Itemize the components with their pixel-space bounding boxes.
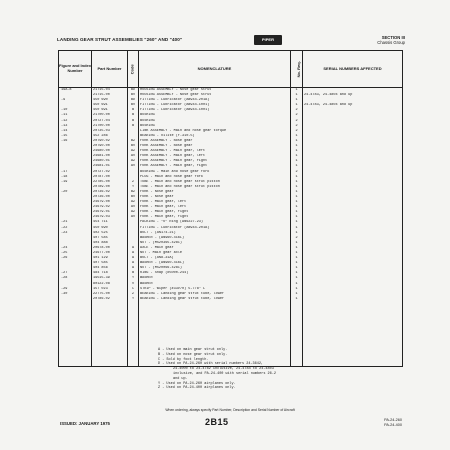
nomenclature-cell: WASHER: [139, 282, 291, 287]
part-number-cell: 20790-02: [92, 139, 128, 144]
part-number-cell: 24679-02: [92, 205, 128, 210]
qty-cell: 1: [291, 276, 303, 281]
manufacturer-logo: PIPER: [254, 35, 282, 45]
qty-cell: 2: [291, 236, 303, 241]
code-cell: AV: [128, 215, 139, 220]
model-number: PA-24-260: [384, 418, 402, 422]
part-number-cell: 20678-00: [92, 246, 128, 251]
code-cell: AV: [128, 205, 139, 210]
qty-cell: 1: [291, 226, 303, 231]
nomenclature-cell: FITTING - Lubricator (AN944-201A): [139, 98, 291, 103]
nomenclature-cell: FORK ASSEMBLY - Nose gear: [139, 139, 291, 144]
part-number-cell: 24681-01: [92, 164, 128, 169]
note-line: C - Sold by foot length.: [158, 357, 209, 362]
nomenclature-cell: NUT - (MS20066-428C): [139, 266, 291, 271]
note-line: A - Used on main gear strut only.: [158, 348, 228, 352]
model-numbers: [350, 418, 402, 428]
code-cell: Y: [128, 185, 139, 190]
qty-cell: 1: [291, 292, 303, 297]
fig-cell: -23: [59, 231, 92, 236]
note-line: Z - Used on PA-24-400 airplanes only.: [158, 386, 236, 391]
part-number-cell: 450 690: [92, 98, 128, 103]
nomenclature-cell: WASHER - (AN960-416L): [139, 236, 291, 241]
table-header-row: [59, 51, 403, 88]
col-header-figure: Figure and Index Number: [59, 51, 92, 88]
qty-cell: 2: [291, 108, 303, 113]
fig-cell: -10: [59, 108, 92, 113]
qty-cell: 1: [291, 297, 303, 302]
code-cell: A: [128, 251, 139, 256]
serial-cell: 24-4783, 24-4804 and up: [303, 93, 403, 98]
part-number-cell: 404 856: [92, 266, 128, 271]
nomenclature-cell: FITTING - Lubricator (AN944-1001): [139, 108, 291, 113]
part-number-cell: 157 023: [92, 287, 128, 292]
code-cell: BD: [128, 98, 139, 103]
nomenclature-cell: TUBE - Main and nose gear strut piston: [139, 185, 291, 190]
code-notes: [158, 348, 358, 391]
fig-cell: -26: [59, 256, 92, 261]
nomenclature-cell: FORK ASSEMBLY - Main gear, right: [139, 164, 291, 169]
qty-cell: 1: [291, 180, 303, 185]
part-number-cell: 401 129: [92, 256, 128, 261]
code-cell: BV: [128, 93, 139, 98]
part-number-cell: 407 585: [92, 261, 128, 266]
part-number-cell: 20736-02: [92, 190, 128, 195]
qty-cell: 1: [291, 164, 303, 169]
nomenclature-cell: BEARING - Oilite (F-310-5): [139, 134, 291, 139]
qty-cell: 1: [291, 271, 303, 276]
qty-cell: 1: [291, 287, 303, 292]
empty-cell: [92, 302, 128, 367]
nomenclature-cell: HOUSING ASSEMBLY - Nose gear strut: [139, 93, 291, 98]
ordering-note: When ordering, always specify Part Number, Description and Serial Number of Aircraft: [165, 408, 295, 412]
qty-cell: 1: [291, 185, 303, 190]
part-number-cell: 24680-01: [92, 159, 128, 164]
note-line: Y - Used on PA-24-260 airplanes only.: [158, 381, 236, 386]
fig-cell: -24: [59, 246, 92, 251]
qty-cell: 2: [291, 124, 303, 129]
code-cell: Y: [128, 276, 139, 281]
code-cell: V: [128, 282, 139, 287]
part-number-cell: 407 585: [92, 236, 128, 241]
qty-cell: 1: [291, 88, 303, 94]
part-number-cell: 450 691: [92, 103, 128, 108]
part-number-cell: 402 525: [92, 231, 128, 236]
part-number-cell: 80122-08: [92, 282, 128, 287]
nomenclature-cell: BOLT - (AN8-31A): [139, 256, 291, 261]
part-number-cell: 24677-00: [92, 251, 128, 256]
fig-cell: -25: [59, 251, 92, 256]
part-number-cell: 20786-02: [92, 297, 128, 302]
col-header-part: Part Number: [92, 51, 128, 88]
nomenclature-cell: BUSHING: [139, 119, 291, 124]
part-number-cell: 452 286: [92, 134, 128, 139]
code-cell: BV: [128, 103, 139, 108]
fig-cell: -29: [59, 287, 92, 292]
part-number-cell: 20727-02: [92, 170, 128, 175]
code-cell: A: [128, 266, 139, 271]
nomenclature-cell: BEARING - Landing gear strut tube, lower: [139, 292, 291, 297]
fig-cell: -28: [59, 276, 92, 281]
fig-cell: -15: [59, 134, 92, 139]
fig-cell: -17: [59, 170, 92, 175]
nomenclature-cell: FORK ASSEMBLY - Main gear, left: [139, 149, 291, 154]
qty-cell: 2: [291, 119, 303, 124]
section-label: SECTION III: [381, 35, 405, 40]
part-number-cell: 24681-00: [92, 154, 128, 159]
col-header-code: Code: [128, 51, 139, 88]
nomenclature-cell: FORK - Nose gear: [139, 190, 291, 195]
nomenclature-cell: FORK - Main gear, right: [139, 215, 291, 220]
fig-cell: -19: [59, 180, 92, 185]
code-cell: A: [128, 261, 139, 266]
page-number: 2B15: [205, 417, 229, 427]
code-cell: BZ: [128, 139, 139, 144]
nomenclature-cell: FORK - Main gear, right: [139, 210, 291, 215]
qty-cell: 1: [291, 256, 303, 261]
fig-cell: -14: [59, 129, 92, 134]
code-cell: BV: [128, 144, 139, 149]
section-header: [345, 35, 405, 45]
part-number-cell: 22785-00: [92, 180, 128, 185]
qty-cell: 1: [291, 261, 303, 266]
parts-table: [58, 50, 403, 367]
page-title: LANDING GEAR STRUT ASSEMBLIES "260" AND "400": [57, 37, 183, 42]
qty-cell: 1: [291, 159, 303, 164]
empty-cell: [59, 302, 92, 367]
qty-cell: 1: [291, 215, 303, 220]
code-cell: A: [128, 246, 139, 251]
part-number-cell: 20787-00: [92, 175, 128, 180]
nomenclature-cell: PACKING - "O" Ring (AN6227-23): [139, 220, 291, 225]
code-cell: B: [128, 271, 139, 276]
col-header-qty: No. Req.: [291, 51, 303, 88]
part-number-cell: 450 691: [92, 108, 128, 113]
qty-cell: 1: [291, 175, 303, 180]
code-cell: BZ: [128, 190, 139, 195]
nomenclature-cell: FORK - Main gear, left: [139, 200, 291, 205]
nomenclature-cell: FITTING - Lubricator (AN944-1001): [139, 103, 291, 108]
part-number-cell: 24679-03: [92, 215, 128, 220]
nomenclature-cell: BUSHING: [139, 124, 291, 129]
nomenclature-cell: FORK - Nose gear: [139, 195, 291, 200]
fig-cell: -16: [59, 139, 92, 144]
note-line: D - Used on PA-24-260 with serial numbers 24-3642,: [158, 362, 264, 367]
qty-cell: 1: [291, 134, 303, 139]
nomenclature-cell: HOUSING ASSEMBLY - Nose gear strut: [139, 88, 291, 94]
nomenclature-cell: TUBE - Main and nose gear strut piston: [139, 180, 291, 185]
code-cell: BV: [128, 195, 139, 200]
qty-cell: 1: [291, 282, 303, 287]
part-number-cell: 22775-00: [92, 292, 128, 297]
note-line: 24-4000 to 24-4782 inclusive, 24-4784 to 24-4803: [173, 367, 274, 372]
code-cell: B: [128, 124, 139, 129]
group-label: Chassis Group: [377, 40, 405, 46]
qty-cell: 2: [291, 170, 303, 175]
nomenclature-cell: WASHER: [139, 276, 291, 281]
qty-cell: 1: [291, 149, 303, 154]
nomenclature-cell: WASHER - (AN960-416L): [139, 261, 291, 266]
fig-cell: 19A-8: [59, 88, 92, 94]
nomenclature-cell: FORK ASSEMBLY - Nose gear: [139, 144, 291, 149]
nomenclature-cell: BUSHING - Main and nose gear fork: [139, 170, 291, 175]
qty-cell: 1: [291, 220, 303, 225]
nomenclature-cell: AXLE - Main gear: [139, 246, 291, 251]
part-number-cell: 404 888: [92, 241, 128, 246]
qty-cell: 1: [291, 251, 303, 256]
fig-cell: -22: [59, 226, 92, 231]
fig-cell: -9: [59, 98, 92, 103]
col-header-nomenclature: NOMENCLATURE: [139, 51, 291, 88]
qty-cell: 1: [291, 266, 303, 271]
nomenclature-cell: PLUG - Main and nose gear fork: [139, 175, 291, 180]
nomenclature-cell: FORK - Main gear, left: [139, 205, 291, 210]
qty-cell: 1: [291, 154, 303, 159]
code-cell: B: [128, 119, 139, 124]
nomenclature-cell: BOLT - (AN174-21): [139, 231, 291, 236]
empty-cell: [128, 302, 139, 367]
code-cell: Z: [128, 292, 139, 297]
model-number: PA-24-400: [384, 422, 402, 427]
qty-cell: 1: [291, 195, 303, 200]
note-line: and up.: [173, 376, 188, 381]
part-number-cell: 20790-00: [92, 144, 128, 149]
code-cell: C: [128, 287, 139, 292]
nomenclature-cell: LINK ASSEMBLY - Main and nose gear torque: [139, 129, 291, 134]
part-number-cell: 21700-00: [92, 113, 128, 118]
fig-cell: -30: [59, 292, 92, 297]
nomenclature-cell: RING - Snap (#5000-244): [139, 271, 291, 276]
fig-cell: -20: [59, 190, 92, 195]
part-number-cell: 20727-04: [92, 119, 128, 124]
qty-cell: 2: [291, 113, 303, 118]
part-number-cell: 21700-00: [92, 124, 128, 129]
qty-cell: 1: [291, 246, 303, 251]
note-line: inclusive, and PA-24-400 with serial numbers 26-2: [173, 371, 276, 376]
fig-cell: -11: [59, 113, 92, 118]
fig-cell: -13: [59, 124, 92, 129]
code-cell: A: [128, 256, 139, 261]
qty-cell: 1: [291, 93, 303, 98]
part-number-cell: 21715-04: [92, 88, 128, 94]
part-number-cell: 484 718: [92, 271, 128, 276]
qty-cell: 1: [291, 98, 303, 103]
code-cell: AV: [128, 154, 139, 159]
nomenclature-cell: BUSHING: [139, 113, 291, 118]
qty-cell: 2: [291, 129, 303, 134]
qty-cell: 1: [291, 139, 303, 144]
fig-cell: -21: [59, 220, 92, 225]
nomenclature-cell: STRIP - Wiper (#33V70) 5-7/8" L: [139, 287, 291, 292]
code-cell: AZ: [128, 210, 139, 215]
issue-date: ISSUED: JANUARY 1975: [60, 421, 110, 426]
parts-table-body: [59, 88, 403, 367]
nomenclature-cell: FORK ASSEMBLY - Main gear, left: [139, 154, 291, 159]
qty-cell: 1: [291, 241, 303, 246]
qty-cell: 1: [291, 103, 303, 108]
fig-cell: -12: [59, 119, 92, 124]
note-line: B - Used on nose gear strut only.: [158, 352, 228, 357]
nomenclature-cell: BEARING - Landing gear strut tube, lower: [139, 297, 291, 302]
nomenclature-cell: FORK ASSEMBLY - Main gear, right: [139, 159, 291, 164]
code-cell: AZ: [128, 200, 139, 205]
part-number-cell: 24680-00: [92, 149, 128, 154]
qty-cell: 1: [291, 231, 303, 236]
serial-cell: 24-4783, 24-4804 and up: [303, 103, 403, 108]
code-cell: B: [128, 108, 139, 113]
qty-cell: 1: [291, 210, 303, 215]
fig-cell: -27: [59, 271, 92, 276]
part-number-cell: 454 711: [92, 220, 128, 225]
part-number-cell: 21715-00: [92, 93, 128, 98]
part-number-cell: 20736-00: [92, 195, 128, 200]
part-number-cell: 19515-39: [92, 276, 128, 281]
code-cell: AZ: [128, 149, 139, 154]
part-number-cell: 24679-01: [92, 210, 128, 215]
code-cell: Y: [128, 297, 139, 302]
code-cell: AZ: [128, 159, 139, 164]
qty-cell: 1: [291, 200, 303, 205]
part-number-cell: 450 690: [92, 226, 128, 231]
qty-cell: 1: [291, 205, 303, 210]
part-number-cell: 20789-00: [92, 185, 128, 190]
nomenclature-cell: NUT - Main gear axle: [139, 251, 291, 256]
part-number-cell: 24679-00: [92, 200, 128, 205]
code-cell: BD: [128, 88, 139, 94]
nomenclature-cell: FITTING - Lubricator (AN944-201A): [139, 226, 291, 231]
nomenclature-cell: NUT - (MS20365-428C): [139, 241, 291, 246]
qty-cell: 1: [291, 190, 303, 195]
code-cell: AV: [128, 164, 139, 169]
col-header-serial: SERIAL NUMBERS AFFECTED: [303, 51, 403, 88]
qty-cell: 1: [291, 144, 303, 149]
fig-cell: -18: [59, 175, 92, 180]
part-number-cell: 20735-03: [92, 129, 128, 134]
code-cell: Z: [128, 180, 139, 185]
code-cell: B: [128, 113, 139, 118]
